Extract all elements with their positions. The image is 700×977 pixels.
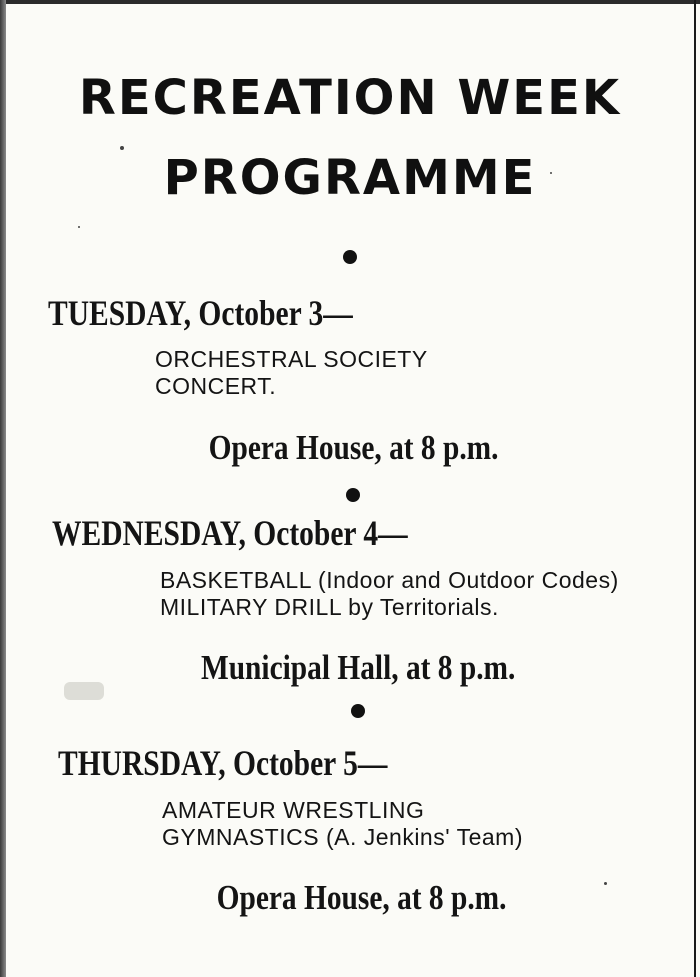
activity-line: MILITARY DRILL by Territorials. [160,594,499,620]
event-activities [162,797,523,851]
event-venue [8,648,700,688]
bullet-dot-icon [343,250,357,264]
print-speck [550,172,552,174]
bullet-dot-icon [346,488,360,502]
event-day-heading: TUESDAY, October 3— [48,293,353,333]
event-day-heading: THURSDAY, October 5— [58,743,388,783]
event-day-heading: WEDNESDAY, October 4— [52,513,408,553]
activity-line: ORCHESTRAL SOCIETY [155,346,428,372]
page-left-edge [0,0,6,977]
page-right-edge [694,0,696,977]
activity-line: CONCERT. [155,373,277,399]
event-venue [12,878,700,918]
activity-line: GYMNASTICS (A. Jenkins' Team) [162,824,523,850]
event-venue [4,428,700,468]
bullet-dot-icon [351,704,365,718]
page-title-line-2: PROGRAMME [163,150,537,206]
event-activities [160,567,619,621]
page-title-line-1: RECREATION WEEK [78,70,622,126]
venue-text: Municipal Hall, at 8 p.m. [200,648,516,687]
print-speck [78,226,80,228]
print-speck [120,146,124,150]
activity-line: AMATEUR WRESTLING [162,797,425,823]
activity-line: BASKETBALL (Indoor and Outdoor Codes) [160,567,619,593]
print-speck [64,682,104,700]
venue-text: Opera House, at 8 p.m. [209,428,499,467]
page-top-edge [0,0,700,4]
venue-text: Opera House, at 8 p.m. [217,878,507,917]
event-activities [155,346,428,400]
print-speck [604,882,607,885]
